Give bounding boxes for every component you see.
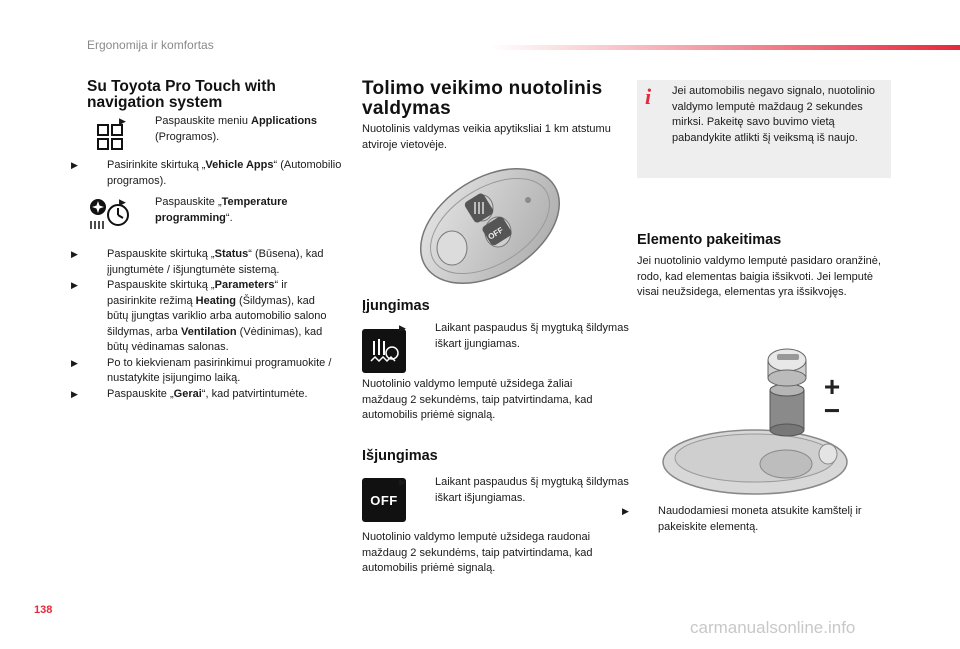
section-title: Ergonomija ir komfortas (87, 38, 214, 52)
col2-title: Tolimo veikimo nuotolinis valdymas (362, 78, 603, 119)
watermark: carmanualsonline.info (690, 618, 856, 637)
col1-step2: ▶ Pasirinkite skirtuką „Vehicle Apps“ (Automobilio programos). (71, 159, 342, 187)
off-title: Išjungimas (362, 448, 438, 464)
bullet-icon: ▶ (119, 116, 126, 126)
battery-minus-label: − (823, 395, 841, 426)
battery-plus-label: + (823, 371, 841, 402)
bullet-icon: ▶ (71, 280, 78, 290)
bullet-icon: ▶ (71, 388, 78, 399)
battery-replacement-illustration (660, 336, 850, 498)
col1-step6: ▶ Po to kiekvienam pasirinkimui programuokite / nustatykite įsijungimo laiką. (71, 356, 332, 384)
off-button-label: OFF (370, 492, 398, 508)
bullet-icon: ▶ (119, 197, 126, 207)
off-step: ▶ Laikant paspaudus šį mygtuką šildymas iškart išjungiamas. (399, 476, 629, 504)
col1-step4: ▶ Paspauskite skirtuką „Status“ (Būsena), kad įjungtumėte / išjungtumėte sistemą. (71, 248, 324, 276)
col1-step7: ▶ Paspauskite „Gerai“, kad patvirtintumėte. (89, 387, 337, 403)
off-note: Nuotolinio valdymo lemputė užsidega raudonai maždaug 2 sekundėms, taip patvirtindama, kad automobilis priėmė signalą. (362, 531, 593, 574)
bullet-icon: ▶ (71, 249, 78, 259)
col1-step1: ▶ Paspauskite meniu Applications (Programos). (119, 115, 318, 143)
col1-step5: ▶ Paspauskite skirtuką „Parameters“ ir pasirinkite režimą Heating (Šildymas), kad būtų įjungtas variklio arba automobilio salono šildymas, arba Ventilation (Vėdinimas), kad būtų vėdinamas salonas. (71, 279, 327, 353)
info-text: Jei automobilis negavo signalo, nuotolinio valdymo lemputė maždaug 2 sekundes mirksi. Pakeitę savo buvimo vietą pabandykite atlikti šį veiksmą iš naujo. (672, 85, 876, 144)
col2-intro: Nuotolinis valdymas veikia apytiksliai 1 km atstumu atviroje vietovėje. (362, 123, 611, 151)
col1-step3: ▶ Paspauskite „Temperature programming“. (119, 196, 288, 224)
header-accent-bar (490, 45, 960, 50)
bullet-icon: ▶ (71, 357, 78, 368)
battery-step: ▶ Naudodamiesi moneta atsukite kamštelį ir pakeiskite elementą. (622, 505, 862, 533)
remote-off-label: OFF (486, 225, 505, 242)
battery-title: Elemento pakeitimas (637, 232, 782, 248)
battery-text: Jei nuotolinio valdymo lemputė pasidaro oranžinė, rodo, kad elementas baigia išsikvoti. Jei lemputė visai neužsidega, elementas yra išsikvoјęs. (637, 255, 881, 298)
bullet-icon: ▶ (399, 323, 406, 333)
remote-control-illustration (410, 160, 570, 288)
col1-title: Su Toyota Pro Touch with navigation system (87, 78, 276, 111)
on-step: ▶ Laikant paspaudus šį mygtuką šildymas iškart įjungiamas. (399, 322, 629, 350)
on-note: Nuotolinio valdymo lemputė užsidega žaliai maždaug 2 sekundėms, taip patvirtindama, kad automobilis priėmė signalą. (362, 378, 593, 421)
bullet-icon: ▶ (399, 477, 406, 487)
info-icon: i (645, 84, 652, 109)
page-number: 138 (34, 604, 53, 616)
bullet-icon: ▶ (622, 506, 629, 516)
on-title: Įjungimas (362, 298, 430, 314)
bullet-icon: ▶ (71, 160, 78, 170)
col1-steps-list (71, 247, 337, 402)
